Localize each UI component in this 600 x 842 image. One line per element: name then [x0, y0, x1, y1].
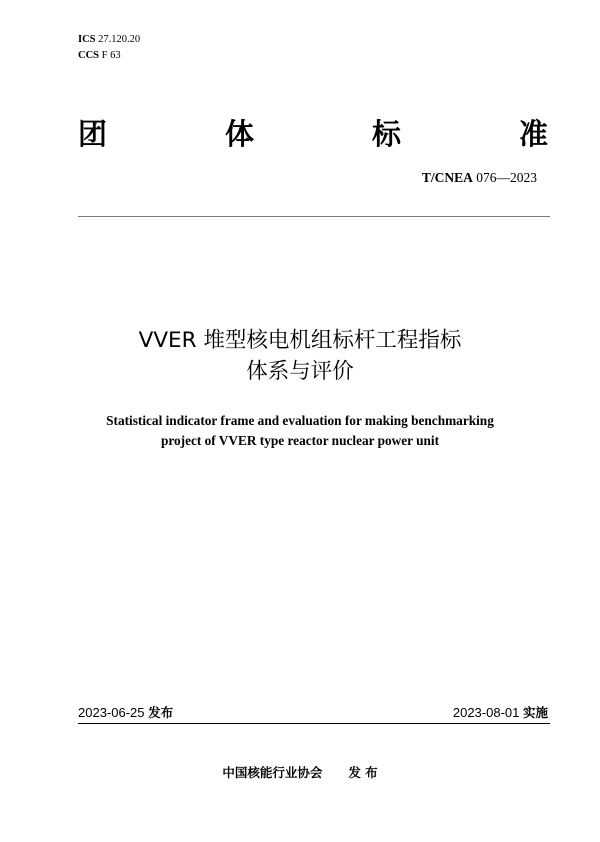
document-type: [78, 116, 548, 152]
title-en-line1: Statistical indicator frame and evaluation for making benchmarking: [106, 413, 494, 428]
effective-date-value: 2023-08-01: [452, 705, 520, 720]
ccs-value: F 63: [101, 50, 121, 61]
title-en-line2: project of VVER type reactor nuclear power unit: [160, 433, 440, 448]
standard-code-prefix: T/CNEA: [421, 170, 473, 185]
publish-label: 发布: [148, 705, 174, 720]
issuer-action: 发 布: [348, 765, 378, 780]
ccs-code: [78, 50, 121, 62]
footer-divider: [78, 723, 550, 724]
effective-date: [453, 705, 548, 721]
ccs-label: CCS: [78, 50, 100, 61]
issuer-name: 中国核能行业协会: [222, 765, 323, 780]
ics-value: 27.120.20: [98, 34, 141, 45]
title-cn-line2: 体系与评价: [246, 359, 354, 384]
effective-label: 实施: [522, 705, 548, 720]
ics-label: ICS: [78, 34, 96, 45]
doc-type-char: 准: [518, 117, 548, 151]
publish-date: [78, 705, 173, 721]
standard-code-number: 076—2023: [476, 170, 537, 185]
doc-type-char: 标: [371, 117, 401, 151]
doc-type-char: 体: [224, 117, 254, 151]
issuer: [0, 765, 600, 781]
title-cn-line1: VVER 堆型核电机组标杆工程指标: [138, 328, 462, 353]
header-divider: [78, 216, 550, 217]
publish-date-value: 2023-06-25: [78, 705, 145, 720]
standard-code: [422, 170, 537, 186]
ics-code: [78, 34, 140, 46]
doc-type-char: 团: [78, 117, 108, 151]
